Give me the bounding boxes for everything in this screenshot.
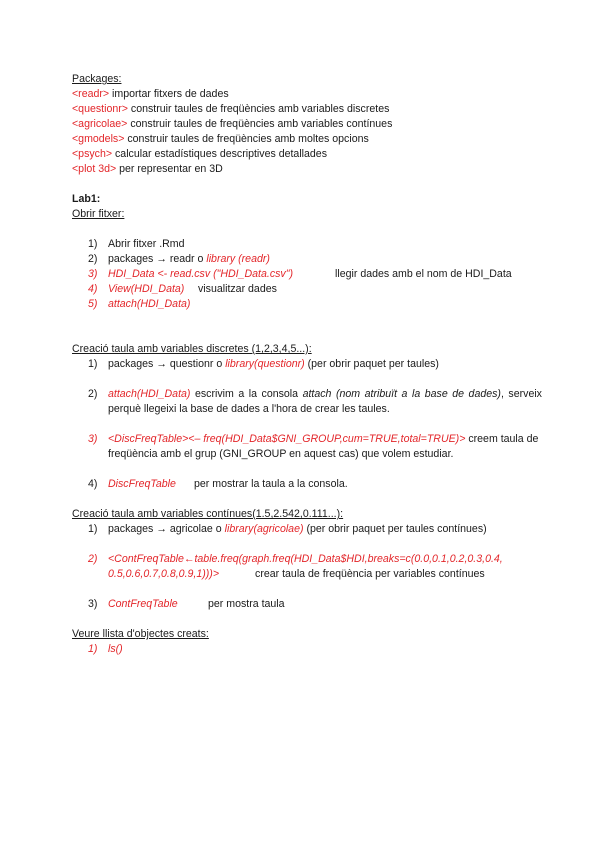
package-item <box>72 87 542 102</box>
list-item: 3) HDI_Data <- read.csv ("HDI_Data.csv") llegir dades amb el nom de HDI_Data <box>88 268 512 280</box>
list-item: 1) ls() <box>88 643 123 655</box>
objects-title: Veure llista d'objectes creats: <box>72 628 209 640</box>
list-item: 4) DiscFreqTable per mostrar la taula a la consola. <box>88 478 348 490</box>
list-item: 1) packages → questionr o library(questionr) (per obrir paquet per taules) <box>88 358 439 370</box>
package-item <box>72 117 542 132</box>
package-item <box>72 147 542 162</box>
package-tag: <agricolae> <box>72 118 128 130</box>
list-item: 2) attach(HDI_Data) escrivim a la consola attach (nom atribuït a la base de dades), serveix perquè llegeixi la base de dades a l'hora de crear les taules. <box>88 388 542 415</box>
package-tag: <gmodels> <box>72 133 125 145</box>
package-item <box>72 162 542 177</box>
package-desc: importar fitxers de dades <box>109 88 229 100</box>
package-desc: construir taules de freqüències amb variables discretes <box>127 103 390 115</box>
list-item: 3) <DiscFreqTable><– freq(HDI_Data$GNI_GROUP,cum=TRUE,total=TRUE)> creem taula de freqüència amb el grup (GNI_GROUP en aquest cas) que volem estudiar. <box>88 433 539 460</box>
package-item <box>72 102 542 117</box>
packages-title: Packages: <box>72 73 122 85</box>
lab1-steps <box>72 237 542 312</box>
code-snippet: attach(HDI_Data) <box>108 388 191 400</box>
list-item: 3) ContFreqTable per mostra taula <box>88 598 285 610</box>
package-desc: construir taules de freqüències amb variables contínues <box>127 118 393 130</box>
lab1-subtitle: Obrir fitxer: <box>72 208 125 220</box>
code-snippet: attach(HDI_Data) <box>108 298 191 310</box>
code-snippet: <ContFreqTable←table.freq(graph.freq(HDI_Data$HDI,breaks=c(0.0,0.1,0.2,0.3,0.4, 0.5,0.6,0.7,0.8,0.9,1)))> <box>108 553 503 580</box>
code-snippet: ls() <box>108 643 123 655</box>
discrete-steps <box>72 357 542 492</box>
code-snippet: ContFreqTable <box>108 598 178 610</box>
list-item: 5) attach(HDI_Data) <box>88 298 191 310</box>
continuous-steps <box>72 522 542 612</box>
package-desc: calcular estadístiques descriptives detallades <box>112 148 327 160</box>
code-snippet: HDI_Data <- read.csv ("HDI_Data.csv") <box>108 268 294 280</box>
code-snippet: library (readr) <box>206 253 270 265</box>
package-tag: <psych> <box>72 148 113 160</box>
package-tag: <plot 3d> <box>72 163 117 175</box>
package-desc: construir taules de freqüències amb moltes opcions <box>124 133 369 145</box>
code-snippet: <DiscFreqTable><– freq(HDI_Data$GNI_GROUP,cum=TRUE,total=TRUE)> <box>108 433 466 445</box>
code-snippet: DiscFreqTable <box>108 478 176 490</box>
list-item: 2) packages → readr o library (readr) <box>88 253 270 265</box>
code-snippet: library(questionr) <box>225 358 305 370</box>
continuous-title: Creació taula amb variables contínues(1.5,2.542,0.111...): <box>72 508 344 520</box>
list-item: 4) View(HDI_Data) visualitzar dades <box>88 283 277 295</box>
package-item <box>72 132 542 147</box>
lab1-title: Lab1: <box>72 193 101 205</box>
code-snippet: View(HDI_Data) <box>108 283 185 295</box>
package-desc: per representar en 3D <box>116 163 223 175</box>
code-snippet: library(agricolae) <box>224 523 304 535</box>
document-page <box>72 72 542 657</box>
list-item: 2) <ContFreqTable←table.freq(graph.freq(HDI_Data$HDI,breaks=c(0.0,0.1,0.2,0.3,0.4, 0.5,0.6,0.7,0.8,0.9,1)))> crear taula de freqüència per variables contínues <box>88 553 503 580</box>
list-item: 1) Abrir fitxer .Rmd <box>88 238 185 250</box>
discrete-title: Creació taula amb variables discretes (1,2,3,4,5...): <box>72 343 312 355</box>
packages-list <box>72 87 542 177</box>
package-tag: <readr> <box>72 88 110 100</box>
objects-steps <box>72 642 542 657</box>
list-item: 1) packages → agricolae o library(agricolae) (per obrir paquet per taules contínues) <box>88 523 487 535</box>
package-tag: <questionr> <box>72 103 128 115</box>
